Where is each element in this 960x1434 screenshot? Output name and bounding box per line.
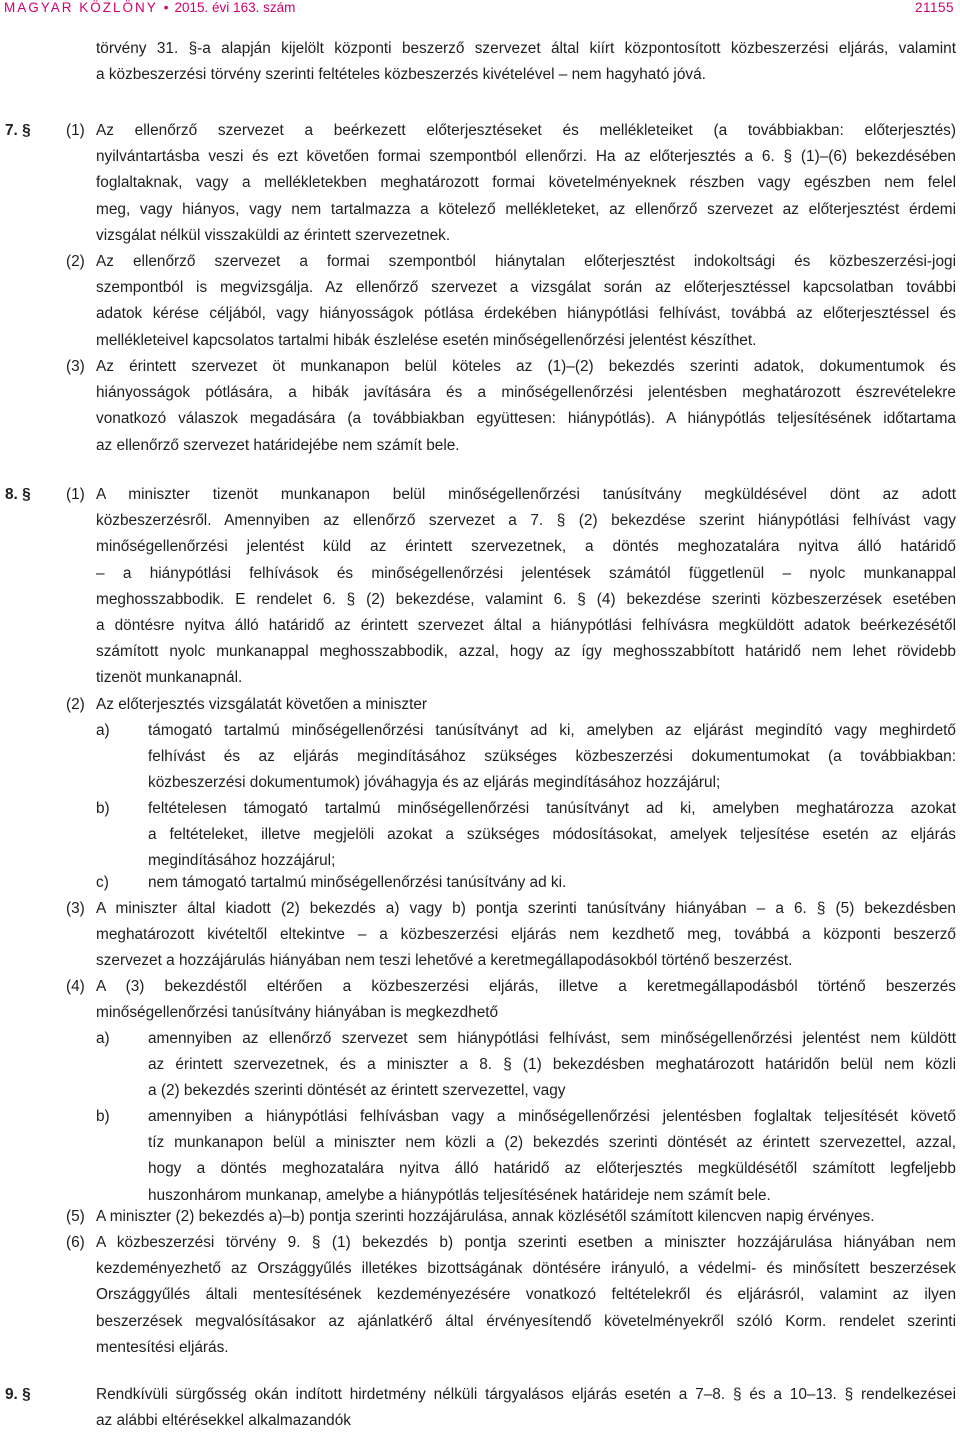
text-line: feltételesen támogató tartalmú minőségellenőrzési tanúsítványt ad ki, amelyben meghatározza azokat: [148, 800, 956, 817]
text-line: meg, vagy hiányos, vagy nem tartalmazza a kötelező mellékleteket, az ellenőrző szervezet az előterjesztést érdemi: [96, 200, 956, 218]
text-line: A közbeszerzési törvény 9. § (1) bekezdés b) pontja szerinti esetben a miniszter hozzájárulása hiányában nem: [96, 1234, 956, 1251]
section-9-paragraph: [96, 1382, 956, 1434]
text-line: tizenöt munkanapnál.: [96, 669, 243, 687]
text-line: az ellenőrző szervezet határidejébe nem számít bele.: [96, 436, 460, 454]
section-7-paragraph-1: [96, 118, 956, 249]
text-line: – a hiánypótlási felhívások és minőségellenőrzési jelentések számától függetlenül – nyolc munkanappal: [96, 564, 956, 582]
issue-info: 2015. évi 163. szám: [174, 0, 296, 15]
text-line: megindításához hozzájárul;: [148, 852, 336, 870]
paragraph-label: (6): [66, 1234, 85, 1251]
text-line: minőségellenőrzési jelentést küld az érintett szervezetnek, a döntés meghozatalára nyitva álló határidő: [96, 538, 956, 556]
section-8-paragraph-2: [96, 692, 956, 718]
text-line: meghatározott kivételtől eltekintve – a közbeszerzési eljárás nem kezdhető meg, továbbá a központi beszerző: [96, 926, 956, 944]
text-line: kezdeményezhető az Országgyűlés illetékes bizottságának döntésére irányuló, a védelmi- és minősített beszerzések: [96, 1260, 956, 1278]
text-line: A (3) bekezdéstől eltérően a közbeszerzési eljárás, illetve a keretmegállapodásból történő beszerzés: [96, 978, 956, 995]
text-line: a közbeszerzési törvény szerinti feltételes közbeszerzés kivételével – nem hagyható jóvá.: [96, 66, 706, 84]
text-line: az érintett szervezetnek, és a miniszter a 8. § (1) bekezdésben meghatározott határidőn belül nem közli: [148, 1056, 956, 1074]
text-line: támogató tartalmú minőségellenőrzési tanúsítványt ad ki, amelyben az eljárást megindító vagy meghirdető: [148, 722, 956, 739]
item-label: b): [96, 800, 110, 817]
section-8-paragraph-2-item-a: [148, 718, 956, 797]
text-line: foglaltaknak, vagy a mellékletekben meghatározott formai követelményeknek részben vagy egészben nem felel: [96, 174, 956, 192]
section-8-paragraph-3: [96, 896, 956, 975]
text-line: mellékleteivel kapcsolatos tartalmi hibák észlelése esetén minőségellenőrzési jelentést készíthet.: [96, 331, 757, 349]
section-8-paragraph-2-item-b: [148, 796, 956, 875]
page-number: 21155: [914, 0, 954, 15]
page-header: [4, 0, 954, 18]
text-line: A miniszter által kiadott (2) bekezdés a) vagy b) pontja szerinti tanúsítvány hiányában – a 6. § (5) bekezdésben: [96, 900, 956, 917]
section-8-paragraph-4-item-a: [148, 1026, 956, 1105]
section-number-9: 9. §: [5, 1386, 31, 1403]
text-line: szempontból is megvizsgálja. Az ellenőrző szervezet a vizsgálat során az előterjesztéssel kapcsolatban további: [96, 279, 956, 297]
text-line: amennyiben a hiánypótlási felhívásban vagy a minőségellenőrzési jelentésben foglaltak teljesítését követő: [148, 1108, 956, 1125]
text-line: Az ellenőrző szervezet a beérkezett előterjesztéseket és mellékleteiket (a továbbiakban: előterjesztés): [96, 122, 956, 139]
text-line: az alábbi eltérésekkel alkalmazandók: [96, 1412, 351, 1430]
paragraph-label: (2): [66, 253, 85, 270]
text-line: a döntésre nyitva álló határidő az érintett szervezet által a hiánypótlási felhívásra megküldött adatok beérkezésétől: [96, 617, 956, 635]
text-line: Országgyűlés általi mentesítésének kezdeményezésére vonatkozó feltételekről és eljárásról, valamint az ilyen: [96, 1286, 956, 1304]
intro-paragraph: [96, 36, 956, 88]
section-8-paragraph-6: [96, 1230, 956, 1361]
paragraph-label: (3): [66, 900, 85, 917]
section-number-8: 8. §: [5, 486, 31, 503]
text-line: nyilvántartásba veszi és ezt követően formai szempontból ellenőrzi. Ha az előterjesztés a 6. § (1)–(6) bekezdésében: [96, 148, 956, 166]
text-line: a feltételeket, illetve megjelöli azokat a szükséges módosításokat, amelyek teljesítése esetén az eljárás: [148, 826, 956, 844]
text-line: Az ellenőrző szervezet a formai szempontból hiánytalan előterjesztést indokoltsági és közbeszerzési-jogi: [96, 253, 956, 270]
item-label: a): [96, 1030, 110, 1047]
text-line: amennyiben az ellenőrző szervezet sem hiánypótlási felhívást, sem minőségellenőrzési jelentést nem küldött: [148, 1030, 956, 1047]
text-line: nem támogató tartalmú minőségellenőrzési tanúsítvány ad ki.: [148, 874, 567, 891]
text-line: hiányosságok pótlására, a hibák javítására és a minőségellenőrzési jelentésben meghatározott észrevételekre: [96, 384, 956, 402]
text-line: Az érintett szervezet öt munkanapon belül köteles az (1)–(2) bekezdés szerinti adatok, dokumentumok és: [96, 358, 956, 375]
text-line: felhívást és az eljárás megindításához szükséges közbeszerzési dokumentumokat (a továbbiakban:: [148, 748, 956, 766]
section-8-paragraph-2-item-c: [148, 870, 956, 896]
section-7-paragraph-2: [96, 249, 956, 354]
text-line: közbeszerzési dokumentumok) jóváhagyja és az eljárás megindításához hozzájárul;: [148, 774, 721, 792]
text-line: vizsgálat nélkül visszaküldi az érintett szervezetnek.: [96, 226, 451, 244]
text-line: a (2) bekezdés szerinti döntését az érintett szervezettel, vagy: [148, 1082, 566, 1100]
header-separator: •: [163, 0, 169, 15]
paragraph-label: (5): [66, 1208, 85, 1225]
paragraph-label: (1): [66, 486, 85, 503]
paragraph-label: (2): [66, 696, 85, 713]
text-line: huszonhárom munkanap, amelybe a hiánypótlás teljesítésének határideje nem számít bele.: [148, 1186, 771, 1204]
paragraph-label: (1): [66, 122, 85, 139]
text-line: szervezet a hozzájárulás hiányában nem teszi lehetővé a keretmegállapodásokból történő beszerzést.: [96, 952, 793, 970]
text-line: Rendkívüli sürgősség okán indított hirdetmény nélküli tárgyalásos eljárás esetén a 7–8. § és a 10–13. § rendelkezései: [96, 1386, 956, 1403]
text-line: törvény 31. §-a alapján kijelölt központi beszerző szervezet által kiírt központosított közbeszerzési eljárás, valamint: [96, 40, 956, 57]
text-line: adatok kérése céljából, vagy hiányosságok pótlása érdekében hiánypótlási felhívást, továbbá az előterjesztéssel és: [96, 305, 956, 323]
section-number-7: 7. §: [5, 122, 31, 139]
item-label: a): [96, 722, 110, 739]
text-line: beszerzések megvalósításakor az ajánlatkérő által érvényesítendő követelményekről szóló Korm. rendelet szerinti: [96, 1312, 956, 1330]
text-line: Az előterjesztés vizsgálatát követően a miniszter: [96, 696, 428, 713]
section-8-paragraph-4-item-b: [148, 1104, 956, 1209]
text-line: hogy a döntés meghozatalára nyitva álló határidő az előterjesztés megküldésétől számított legfeljebb: [148, 1160, 956, 1178]
text-line: vonatkozó válaszok megadására (a továbbiakban együttesen: hiánypótlás). A hiánypótlás teljesítésének időtartama: [96, 410, 956, 428]
section-7-paragraph-3: [96, 354, 956, 459]
text-line: mentesítési eljárás.: [96, 1338, 229, 1356]
text-line: számított nyolc munkanappal meghosszabbodik, azzal, hogy az így meghosszabbított határidő nem lehet rövidebb: [96, 643, 956, 661]
text-line: A miniszter tizenöt munkanapon belül minőségellenőrzési tanúsítvány megküldésével dönt az adott: [96, 486, 956, 503]
item-label: b): [96, 1108, 110, 1125]
text-line: közbeszerzésről. Amennyiben az ellenőrző szervezet a 7. § (2) bekezdése szerint hiánypótlási felhívást vagy: [96, 512, 956, 530]
item-label: c): [96, 874, 109, 891]
section-8-paragraph-5: [96, 1204, 956, 1230]
text-line: tíz munkanapon belül a miniszter nem közli a (2) bekezdés szerinti döntését az érintett szervezettel, azzal,: [148, 1134, 956, 1152]
text-line: meghosszabbodik. E rendelet 6. § (2) bekezdése, valamint 6. § (4) bekezdése szerinti közbeszerzések esetében: [96, 590, 956, 608]
section-8-paragraph-4: [96, 974, 956, 1026]
section-8-paragraph-1: [96, 482, 956, 692]
header-left: [4, 0, 295, 15]
text-line: A miniszter (2) bekezdés a)–b) pontja szerinti hozzájárulása, annak közlésétől számított kilencven napig érvényes.: [96, 1208, 875, 1225]
paragraph-label: (3): [66, 358, 85, 375]
text-line: minőségellenőrzési tanúsítvány hiányában is megkezdhető: [96, 1004, 499, 1022]
paragraph-label: (4): [66, 978, 85, 995]
publication-title: MAGYAR KÖZLÖNY: [4, 0, 158, 15]
